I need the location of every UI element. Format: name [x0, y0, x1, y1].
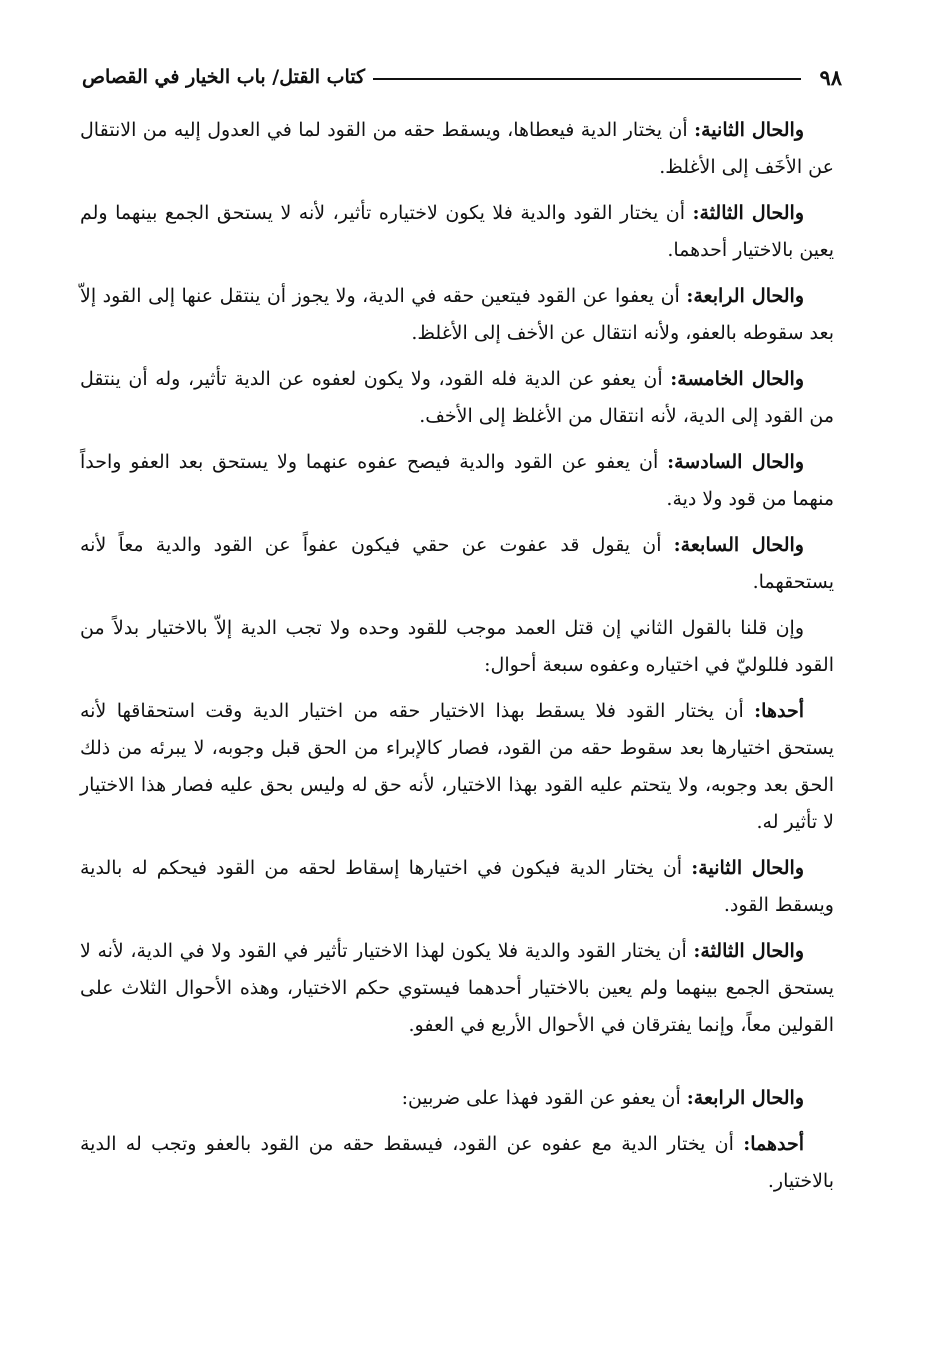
paragraph-text: أن يختار الدية فيكون في اختيارها إسقاط لحقه من القود فيحكم له بالدية ويسقط القود.	[80, 857, 834, 916]
page-body	[80, 112, 834, 1209]
paragraph-lead: والحال السادسة:	[667, 451, 804, 473]
paragraph	[80, 361, 834, 435]
paragraph-text: أن يختار القود فلا يسقط بهذا الاختيار حقه من اختيار الدية وقت استحقاقها لأنه يستحق اختيارها بعد سقوط حقه من القود، فصار كالإبراء من الحق قبل وجوبه، لا يبرئه من ذلك الحق بعد وجوبه، ولا يتحتم عليه القود بهذا الاختيار، لأنه حق له وليس بحق عليه فصار هذا الاختيار لا تأثير له.	[80, 700, 834, 833]
running-title: كتاب القتل/ باب الخيار في القصاص	[82, 66, 366, 88]
paragraph	[80, 278, 834, 352]
paragraph	[80, 112, 834, 186]
paragraph	[80, 527, 834, 601]
paragraph-lead: والحال الرابعة:	[686, 285, 805, 307]
paragraph	[80, 610, 834, 684]
paragraph-text: أن يختار القود والدية فلا يكون لهذا الاختيار تأثير في القود ولا في الدية، لأنه لا يستحق الجمع بينهما ولم يعين بالاختيار أحدهما فيستوي حكم الاختيار، وهذه الأحوال الثلاث على القولين معاً، وإنما يفترقان في الأحوال الأربع في العفو.	[80, 940, 835, 1036]
header-rule	[373, 78, 801, 80]
paragraph-text: أن يختار الدية مع عفوه عن القود، فيسقط حقه من القود بالعفو وتجب له الدية بالاختيار.	[80, 1133, 834, 1192]
paragraph-lead: والحال الثالثة:	[692, 202, 805, 224]
paragraph-text: أن يعفو عن القود والدية فيصح عفوه عنهما ولا يستحق بعد العفو واحداً منهما من قود ولا دية.	[80, 451, 834, 510]
paragraph-lead: والحال الرابعة:	[686, 1087, 804, 1109]
paragraph	[80, 195, 834, 269]
paragraph-text: أن يقول قد عفوت عن حقي فيكون عفواً عن القود والدية معاً لأنه يستحقهما.	[80, 534, 834, 593]
paragraph	[80, 1080, 834, 1117]
paragraph-text: أن يختار الدية فيعطاها، ويسقط حقه من القود لما في العدول إليه من الانتقال عن الأخَف إلى الأغلظ.	[80, 119, 834, 178]
paragraph-lead: والحال الثانية:	[691, 857, 804, 879]
paragraph	[80, 444, 834, 518]
paragraph-lead: أحدها:	[754, 700, 804, 722]
paragraph-lead: والحال الثالثة:	[693, 940, 804, 962]
paragraph-text: أن يعفو عن القود فهذا على ضربين:	[401, 1087, 687, 1109]
paragraph	[80, 933, 834, 1044]
paragraph-text: أن يعفو عن الدية فله القود، ولا يكون لعفوه عن الدية تأثير، وله أن ينتقل من القود إلى الدية، لأنه انتقال من الأغلظ إلى الأخف.	[80, 368, 834, 427]
paragraph-lead: والحال الخامسة:	[670, 368, 804, 390]
paragraph-text: وإن قلنا بالقول الثاني إن قتل العمد موجب للقود وحده ولا تجب الدية إلاّ بالاختيار بدلاً من القود فللوليّ في اختياره وعفوه سبعة أحوال:	[80, 617, 834, 676]
page-header	[82, 62, 842, 92]
paragraph	[80, 850, 834, 924]
paragraph	[80, 693, 834, 841]
paragraph-text: أن يختار القود والدية فلا يكون لاختياره تأثير، لأنه لا يستحق الجمع بينهما ولم يعين بالاختيار أحدهما.	[80, 202, 834, 261]
paragraph	[80, 1126, 834, 1200]
paragraph-lead: والحال الثانية:	[694, 119, 805, 141]
page-number: ٩٨	[819, 64, 842, 90]
paragraph-lead: والحال السابعة:	[673, 534, 804, 556]
paragraph-text: أن يعفوا عن القود فيتعين حقه في الدية، ولا يجوز أن ينتقل عنها إلى القود إلاّ بعد سقوطه بالعفو، ولأنه انتقال عن الأخف إلى الأغلظ.	[80, 285, 834, 344]
paragraph-lead: أحدهما:	[743, 1133, 804, 1155]
